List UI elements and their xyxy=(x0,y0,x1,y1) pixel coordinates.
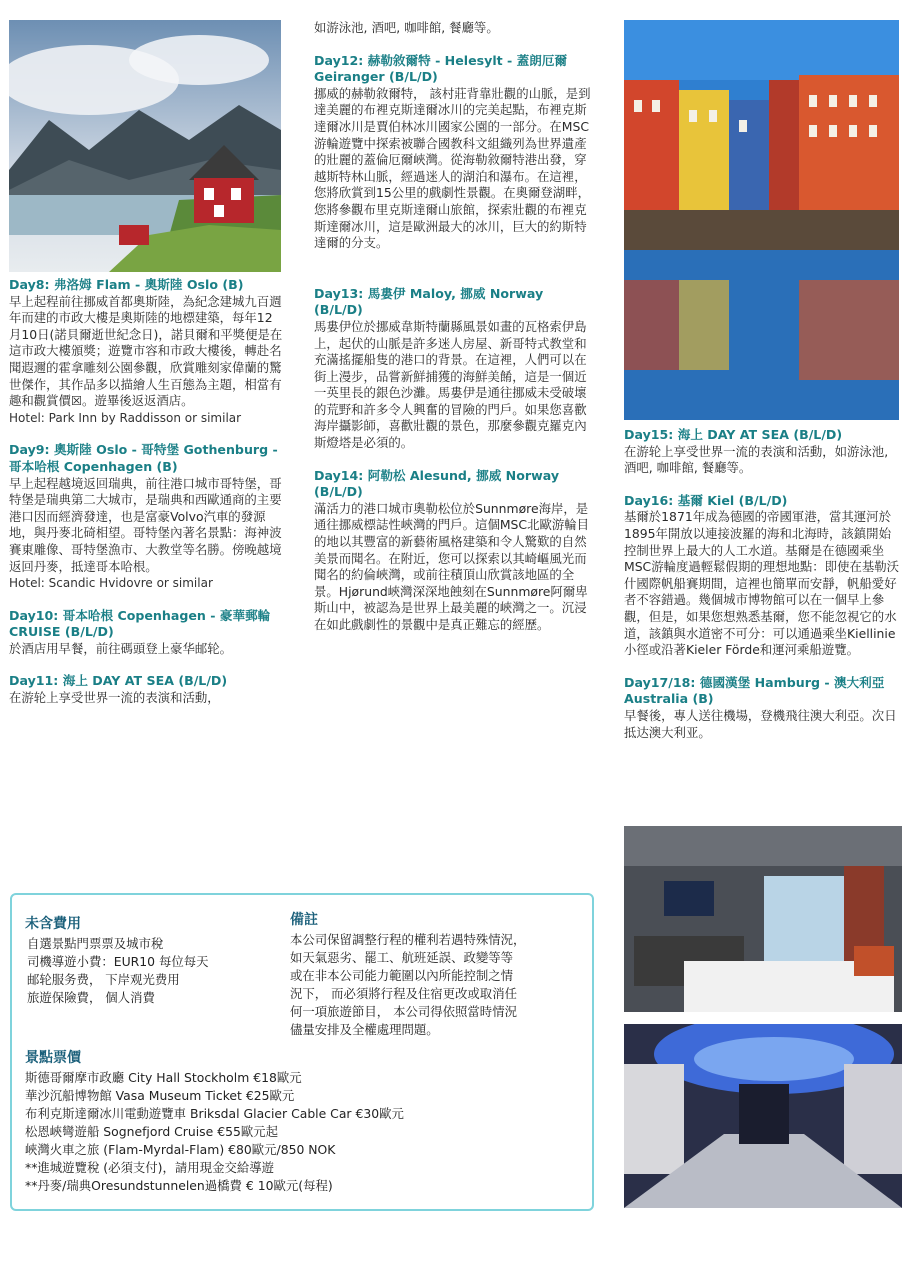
remark-line: 何一項旅遊節目， 本公司得依照當時情況 xyxy=(290,1004,517,1019)
tickets-heading: 景點票價 xyxy=(25,1050,81,1066)
exclusion-item: 邮轮服务费， 下岸观光费用 xyxy=(27,972,180,987)
day14-title: Day14: 阿勒松 Alesund, 挪威 Norway (B/L/D) xyxy=(314,467,560,500)
day12-body: 挪威的赫勒敘爾特， 該村莊背靠壯觀的山脈，是到達美麗的布裡克斯達爾冰川的完美起點，布裡克斯達爾冰川是賈伯林冰川國家公園的一部分。在MSC游輪遊覽中探索被聯合國教科文組織列為世界遺產的壯麗的蓋倫厄爾峽灣。從海勒敘爾特港出發，穿越斯特林山脈，經過迷人的湖泊和瀑布。在這裡，您將欣賞到15公里的戲劇性景觀。在奧爾登湖畔，您將參觀布里克斯達爾山旅館，探索壯觀的布裡克斯達爾冰川，這是歐洲最大的冰川，巨大的約斯特達爾的分支。 xyxy=(314,85,591,251)
day9-title: Day9: 奧斯陸 Oslo - 哥特堡 Gothenburg - 哥本哈根 Copenhagen (B) xyxy=(9,442,278,474)
info-box xyxy=(10,893,594,1211)
day17-18-body: 早餐後，專人送往機場，登機飛往澳大利亞。次日抵达澳大利亚。 xyxy=(624,707,897,740)
day17-18-title: Day17/18: 德國漢堡 Hamburg - 澳大利亞 Australia (B) xyxy=(624,674,885,707)
itinerary-column-2 xyxy=(314,20,592,634)
cruise-promenade-photo xyxy=(624,1024,902,1208)
remark-line: 或在非本公司能力範圍以內所能控制之情 xyxy=(290,968,514,983)
day11-continued: 如游泳池, 酒吧, 咖啡館, 餐廳等。 xyxy=(314,20,499,35)
ticket-item: 華沙沉船博物館 Vasa Museum Ticket €25歐元 xyxy=(25,1088,295,1103)
exclusions-list xyxy=(27,935,272,1007)
exclusion-item: 司機導遊小費：EUR10 每位每天 xyxy=(27,954,209,969)
day9-hotel: Hotel: Scandic Hvidovre or similar xyxy=(9,576,213,591)
tickets-list xyxy=(25,1069,585,1195)
copenhagen-nyhavn-photo xyxy=(624,20,899,420)
day10-body: 於酒店用早餐，前往碼頭登上豪华邮轮。 xyxy=(9,640,233,656)
day15-body: 在游轮上享受世界一流的表演和活動，如游泳池, 酒吧, 咖啡館, 餐廳等。 xyxy=(624,443,889,476)
ticket-item: **進城遊覽稅 (必須支付)，請用現金交給導遊 xyxy=(25,1160,275,1175)
remarks-text xyxy=(290,931,590,1039)
day13-body: 馬婁伊位於挪威韋斯特蘭縣風景如畫的瓦格索伊島上，起伏的山脈是許多迷人房屋、新哥特式教堂和充滿搖擺船隻的港口的背景。在這裡，人們可以在街上漫步，品嘗新鮮捕獲的海鮮美餚，這是一個近一英里長的銀色沙灘。馬婁伊是通往挪威未受破壞的荒野和許多令人興奮的冒險的門戶。如果您喜歡海岸攝影師，喜歡壯觀的景色，那麼參觀克羅克內斯燈塔是必須的。 xyxy=(314,318,587,451)
day11-body: 在游轮上享受世界一流的表演和活動， xyxy=(9,690,220,706)
day14-body: 滿活力的港口城市奧勒松位於Sunnmøre海岸，是通往挪威標誌性峽灣的門戶。這個MSC北歐游輪目的地以其豐富的新藝術風格建築和令人驚歎的自然美景而聞名。在附近，您可以探索以其崎嶇風光而聞名的約倫峽灣，或前往積頂山欣賞該地區的全景。Hjørund峽灣深深地蝕刻在Sunnmøre阿爾卑斯山中，被認為是世界上最美麗的峽灣之一。沉浸在如此戲劇性的景觀中是真正難忘的經歷。 xyxy=(314,500,590,632)
day9-body: 早上起程越境返回瑞典，前往港口城市哥特堡，哥特堡是瑞典第二大城市，是瑞典和西歐通商的主要港口因而經濟發達，也是富豪Volvo汽車的發源地，與丹麥北碕相望。哥特堡內著名景點：海神波賽東雕像、哥特堡漁市、大教堂等名勝。傍晚越境返回丹麥，抵達哥本哈根。 xyxy=(9,475,282,574)
exclusions-heading: 未含費用 xyxy=(25,916,81,932)
exclusion-item: 自選景點門票票及城市稅 xyxy=(27,936,164,951)
remark-line: 儘量安排及全權處理問題。 xyxy=(290,1022,439,1037)
ticket-item: 松恩峽彎遊船 Sognefjord Cruise €55歐元起 xyxy=(25,1124,279,1139)
ticket-item: 布利克斯達爾冰川電動遊覽車 Briksdal Glacier Cable Car €30歐元 xyxy=(25,1106,404,1121)
remarks-heading: 備註 xyxy=(290,912,318,928)
remark-line: 本公司保留調整行程的權利若遇特殊情況， xyxy=(290,932,526,947)
day8-body: 早上起程前往挪威首都奧斯陸，為紀念建城九百週年而建的市政大樓是奧斯陸的地標建築，每年12月10日(諾貝爾逝世紀念日)，諾貝爾和平獎便是在這市政大樓頒獎；遊覽市容和市政大樓後，轉赴名聞遐邇的霍拿雕刻公園參觀，欣賞雕刻家偉蘭的驚世傑作，其作品多以描繪人生百態為主題，相當有趣和觀賞價☒。遊畢後返返酒店。 xyxy=(9,293,283,409)
day11-title: Day11: 海上 DAY AT SEA (B/L/D) xyxy=(9,673,228,689)
day10-title: Day10: 哥本哈根 Copenhagen - 豪華郵輪 CRUISE (B/L/D) xyxy=(9,607,271,640)
remark-line: 況下， 而必須將行程及住宿更改或取消任 xyxy=(290,986,517,1001)
day16-body: 基爾於1871年成為德國的帝國軍港，當其運河於1895年開放以連接波羅的海和北海時，該鎮開始控制世界上最大的人工水道。基爾是在德國乘坐MSC游輪度過輕鬆假期的理想地點：即使在基勒沃什國際帆船賽期間，這裡也簡單而安靜，帆船愛好者不容錯過。幾個城市博物館可以在一個早上參觀，但是，如果您想熟悉基爾，您不能忽視它的水道，該鎮與水道密不可分：可以通過乘坐Kiellinie小徑或沿著Kieler Förde和運河乘船遊覽。 xyxy=(624,509,900,658)
ticket-item: **丹麥/瑞典Oresundstunnelen過橋費 € 10歐元(每程) xyxy=(25,1178,333,1193)
itinerary-column-3 xyxy=(624,427,902,741)
exclusion-item: 旅遊保險費， 個人消費 xyxy=(27,990,155,1005)
day13-title: Day13: 馬婁伊 Maloy, 挪威 Norway (B/L/D) xyxy=(314,285,544,318)
norway-fjord-photo xyxy=(9,20,281,272)
itinerary-column-1 xyxy=(9,277,284,707)
ticket-item: 斯德哥爾摩市政廳 City Hall Stockholm €18歐元 xyxy=(25,1070,302,1085)
cruise-cabin-photo xyxy=(624,826,902,1012)
day16-title: Day16: 基爾 Kiel (B/L/D) xyxy=(624,492,788,508)
day8-hotel: Hotel: Park Inn by Raddisson or similar xyxy=(9,410,242,425)
day15-title: Day15: 海上 DAY AT SEA (B/L/D) xyxy=(624,427,843,442)
day12-title: Day12: 赫勒敘爾特 - Helesylt - 蓋朗厄爾 Geiranger (B/L/D) xyxy=(314,52,568,85)
ticket-item: 峽灣火車之旅 (Flam-Myrdal-Flam) €80歐元/850 NOK xyxy=(25,1142,336,1157)
remark-line: 如天氣惡劣、罷工、航班延誤、政變等等 xyxy=(290,950,514,965)
day8-title: Day8: 弗洛姆 Flam - 奧斯陸 Oslo (B) xyxy=(9,277,244,292)
